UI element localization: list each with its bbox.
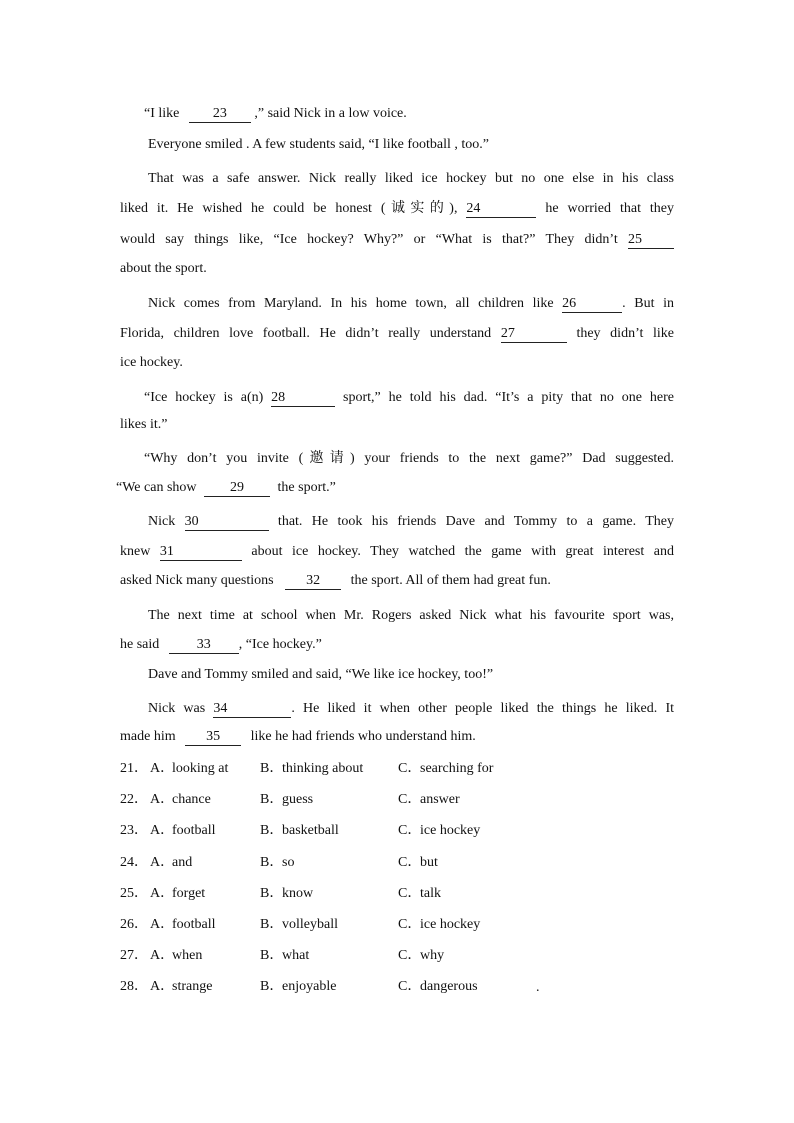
blank-29: 29 <box>204 479 270 497</box>
option-letter: B． <box>260 761 284 776</box>
question-number: 24． <box>120 855 148 870</box>
line-text: sport,” he told his dad. “It’s a pity that no one here <box>335 390 674 405</box>
passage-line-10 <box>144 388 674 408</box>
blank-24: 24 <box>466 200 536 218</box>
question-number: 22． <box>120 792 148 807</box>
option-a[interactable] <box>150 915 216 935</box>
option-c[interactable] <box>398 977 478 997</box>
line-text: he worried that they <box>536 201 674 216</box>
blank-35: 35 <box>185 728 241 746</box>
blank-25: 25 <box>628 231 674 249</box>
option-text: when <box>172 948 203 963</box>
question-number: 28． <box>120 979 148 994</box>
option-letter: C． <box>398 855 422 870</box>
option-text: football <box>172 917 216 932</box>
line-text: ,” said Nick in a low voice. <box>250 106 407 121</box>
passage-line-7 <box>148 294 674 314</box>
line-text: they didn’t like <box>566 326 674 341</box>
line-text: he said <box>120 637 163 652</box>
passage-line-17: The next time at school when Mr. Rogers asked Nick what his favourite sport was, <box>148 608 674 623</box>
passage-line-8 <box>120 324 674 344</box>
option-text: searching for <box>420 761 494 776</box>
passage-line-9: ice hockey. <box>120 355 183 370</box>
option-text: volleyball <box>282 917 338 932</box>
line-text: the sport. All of them had great fun. <box>347 573 551 588</box>
question-number: 26． <box>120 917 148 932</box>
option-letter: C． <box>398 917 422 932</box>
option-text: but <box>420 855 438 870</box>
option-text: football <box>172 823 216 838</box>
passage-line-2: Everyone smiled . A few students said, “I like football , too.” <box>148 137 489 152</box>
option-text: know <box>282 886 314 901</box>
blank-34: 34 <box>213 700 291 718</box>
option-letter: C． <box>398 761 422 776</box>
blank-23: 23 <box>189 105 251 123</box>
blank-27: 27 <box>501 325 567 343</box>
line-text: about ice hockey. They watched the game with great interest and <box>241 544 674 559</box>
option-text: what <box>282 948 310 963</box>
line-text: . But in <box>622 296 674 311</box>
line-text: made him <box>120 729 180 744</box>
option-c[interactable] <box>398 759 493 779</box>
option-text: dangerous <box>420 979 478 994</box>
line-text: . He liked it when other people liked the things he liked. It <box>291 701 674 716</box>
option-letter: B． <box>260 855 284 870</box>
option-letter: B． <box>260 979 284 994</box>
line-text: , “Ice hockey.” <box>238 637 322 652</box>
option-text: and <box>172 855 193 870</box>
passage-line-11: likes it.” <box>120 417 168 432</box>
passage-line-18 <box>120 635 674 655</box>
line-text: like he had friends who understand him. <box>247 729 476 744</box>
question-number: 25． <box>120 886 148 901</box>
question-number: 23． <box>120 823 148 838</box>
option-text: forget <box>172 886 206 901</box>
passage-line-13 <box>116 478 674 498</box>
option-letter: B． <box>260 792 284 807</box>
option-text: ice hockey <box>420 917 481 932</box>
option-letter: B． <box>260 948 284 963</box>
option-letter: B． <box>260 917 284 932</box>
option-text: why <box>420 948 445 963</box>
question-number: 21． <box>120 761 148 776</box>
option-c[interactable] <box>398 853 438 873</box>
line-text: Nick comes from Maryland. In his home town, all children like <box>148 296 563 311</box>
option-a[interactable] <box>150 977 212 997</box>
option-letter: A． <box>150 761 175 776</box>
option-letter: A． <box>150 948 175 963</box>
line-text: would say things like, “Ice hockey? Why?” or “What is that?” They didn’t <box>120 232 628 247</box>
passage-line-15 <box>120 542 674 562</box>
blank-26: 26 <box>562 295 622 313</box>
line-text: “We can show <box>116 480 201 495</box>
option-letter: A． <box>150 823 175 838</box>
line-text: the sport.” <box>274 480 336 495</box>
option-a[interactable] <box>150 790 211 810</box>
option-letter: A． <box>150 792 175 807</box>
option-text: strange <box>172 979 213 994</box>
option-letter: C． <box>398 979 422 994</box>
option-c[interactable] <box>398 915 480 935</box>
line-text: Nick <box>148 514 185 529</box>
option-b[interactable] <box>260 915 338 935</box>
blank-33: 33 <box>169 636 239 654</box>
option-text: looking at <box>172 761 229 776</box>
option-b[interactable] <box>260 821 339 841</box>
passage-line-5 <box>120 230 674 250</box>
option-a[interactable] <box>150 759 228 779</box>
line-text: liked it. He wished he could be honest (诚实的), <box>120 201 467 216</box>
option-text: ice hockey <box>420 823 481 838</box>
option-c[interactable] <box>398 790 460 810</box>
option-text: thinking about <box>282 761 364 776</box>
line-text: Nick was <box>148 701 214 716</box>
option-b[interactable] <box>260 884 313 904</box>
option-text: chance <box>172 792 211 807</box>
blank-32: 32 <box>285 572 341 590</box>
passage-line-12: “Why don’t you invite (邀请) your friends to the next game?” Dad suggested. <box>144 451 674 466</box>
option-text: basketball <box>282 823 339 838</box>
option-c[interactable] <box>398 821 480 841</box>
line-text: “I like <box>144 106 183 121</box>
option-b[interactable] <box>260 853 294 873</box>
option-b[interactable] <box>260 946 309 966</box>
blank-30: 30 <box>185 513 269 531</box>
line-text: Florida, children love football. He didn’t really understand <box>120 326 501 341</box>
option-text: talk <box>420 886 441 901</box>
option-text: guess <box>282 792 314 807</box>
option-letter: A． <box>150 886 175 901</box>
passage-line-21 <box>120 727 674 747</box>
passage-line-20 <box>148 699 674 719</box>
line-text: knew <box>120 544 160 559</box>
option-c[interactable] <box>398 946 444 966</box>
option-a[interactable] <box>150 821 216 841</box>
line-text: “Ice hockey is a(n) <box>144 390 272 405</box>
option-letter: C． <box>398 823 422 838</box>
blank-28: 28 <box>271 389 335 407</box>
option-letter: C． <box>398 792 422 807</box>
option-text: answer <box>420 792 460 807</box>
passage-line-3: That was a safe answer. Nick really liked ice hockey but no one else in his class <box>148 171 674 186</box>
passage-line-1 <box>144 104 674 124</box>
passage-line-16 <box>120 571 674 591</box>
option-text: enjoyable <box>282 979 337 994</box>
option-a[interactable] <box>150 853 192 873</box>
line-text: asked Nick many questions <box>120 573 278 588</box>
option-b[interactable] <box>260 759 363 779</box>
stray-period: . <box>536 980 540 995</box>
blank-31: 31 <box>160 543 242 561</box>
option-letter: A． <box>150 917 175 932</box>
option-b[interactable] <box>260 790 313 810</box>
option-letter: A． <box>150 855 175 870</box>
option-b[interactable] <box>260 977 336 997</box>
option-text: so <box>282 855 295 870</box>
option-letter: B． <box>260 823 284 838</box>
line-text: that. He took his friends Dave and Tommy to a game. They <box>268 514 674 529</box>
option-letter: B． <box>260 886 284 901</box>
passage-line-14 <box>148 512 674 532</box>
passage-line-19: Dave and Tommy smiled and said, “We like ice hockey, too!” <box>148 667 494 682</box>
option-letter: C． <box>398 948 422 963</box>
question-number: 27． <box>120 948 148 963</box>
option-letter: C． <box>398 886 422 901</box>
passage-line-6: about the sport. <box>120 261 207 276</box>
option-letter: A． <box>150 979 175 994</box>
option-a[interactable] <box>150 884 205 904</box>
option-a[interactable] <box>150 946 202 966</box>
passage-line-4 <box>120 199 674 219</box>
option-c[interactable] <box>398 884 441 904</box>
